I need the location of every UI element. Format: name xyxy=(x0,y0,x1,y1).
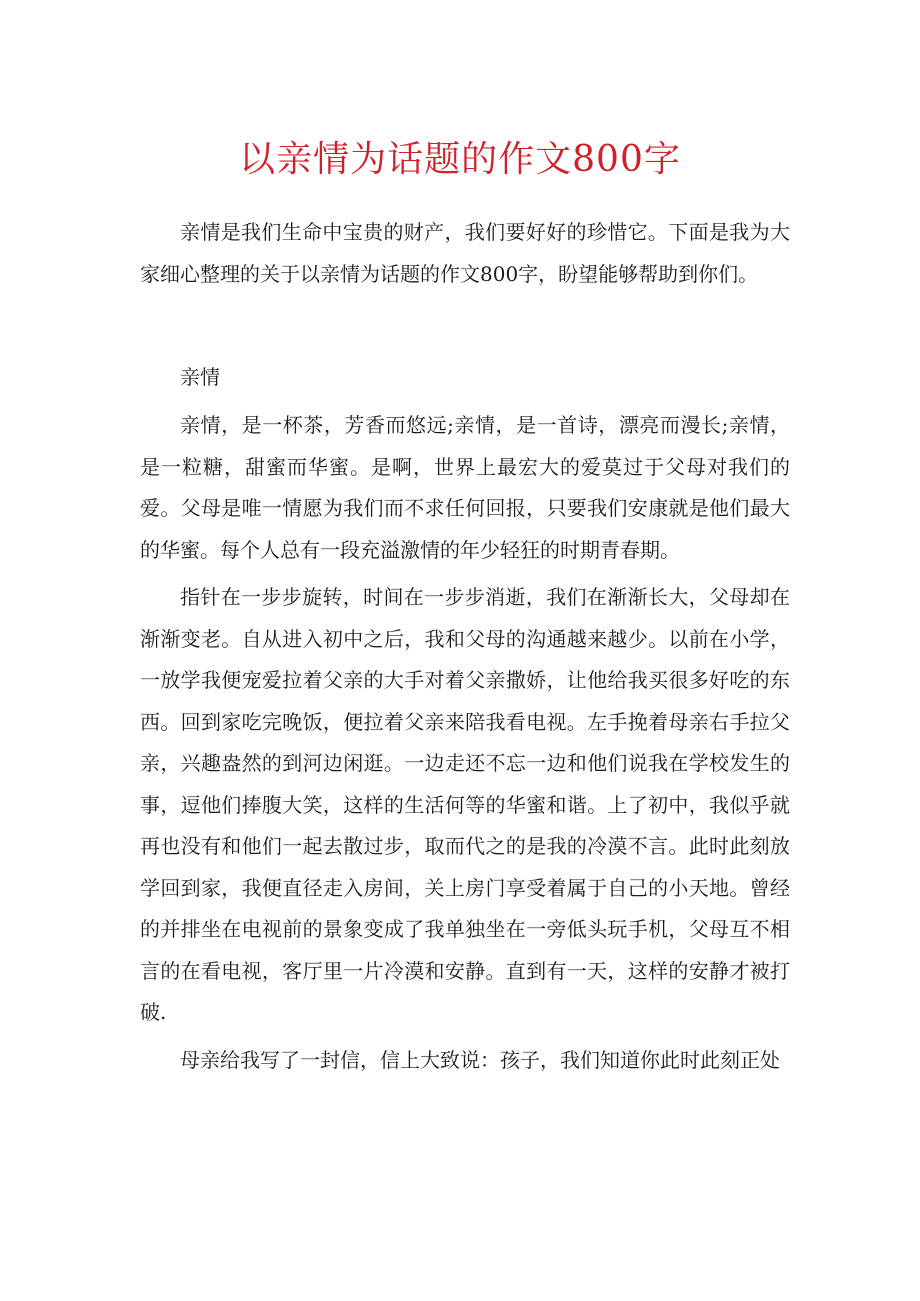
section-heading-block xyxy=(140,357,790,399)
intro-block xyxy=(140,212,790,295)
document-title: 以亲情为话题的作文800字 xyxy=(239,139,681,180)
intro-paragraph: 亲情是我们生命中宝贵的财产，我们要好好的珍惜它。下面是我为大家细心整理的关于以亲情为话题的作文800字，盼望能够帮助到你们。 xyxy=(140,220,790,286)
essay-paragraph: 指针在一步步旋转，时间在一步步消逝，我们在渐渐长大，父母却在渐渐变老。自从进入初中之后，我和父母的沟通越来越少。以前在小学，一放学我便宠爱拉着父亲的大手对着父亲撒娇，让他给我买很多好吃的东西。回到家吃完晚饭，便拉着父亲来陪我看电视。左手挽着母亲右手拉父亲，兴趣盎然的到河边闲逛。一边走还不忘一边和他们说我在学校发生的事，逗他们捧腹大笑，这样的生活何等的华蜜和谐。上了初中，我似乎就再也没有和他们一起去散过步，取而代之的是我的冷漠不言。此时此刻放学回到家，我便直径走入房间，关上房门享受着属于自己的小天地。曾经的并排坐在电视前的景象变成了我单独坐在一旁低头玩手机，父母互不相言的在看电视，客厅里一片冷漠和安静。直到有一天，这样的安静才被打破. xyxy=(140,585,790,1024)
essay-paragraph: 亲情，是一杯茶，芳香而悠远;亲情，是一首诗，漂亮而漫长;亲情，是一粒糖，甜蜜而华蜜。是啊，世界上最宏大的爱莫过于父母对我们的爱。父母是唯一情愿为我们而不求任何回报，只要我们安康就是他们最大的华蜜。每个人总有一段充溢激情的年少轻狂的时期青春期。 xyxy=(140,413,790,562)
section-heading: 亲情 xyxy=(180,365,220,389)
essay-paragraph: 母亲给我写了一封信，信上大致说：孩子，我们知道你此时此刻正处 xyxy=(180,1047,780,1072)
essay-body xyxy=(140,405,790,1081)
